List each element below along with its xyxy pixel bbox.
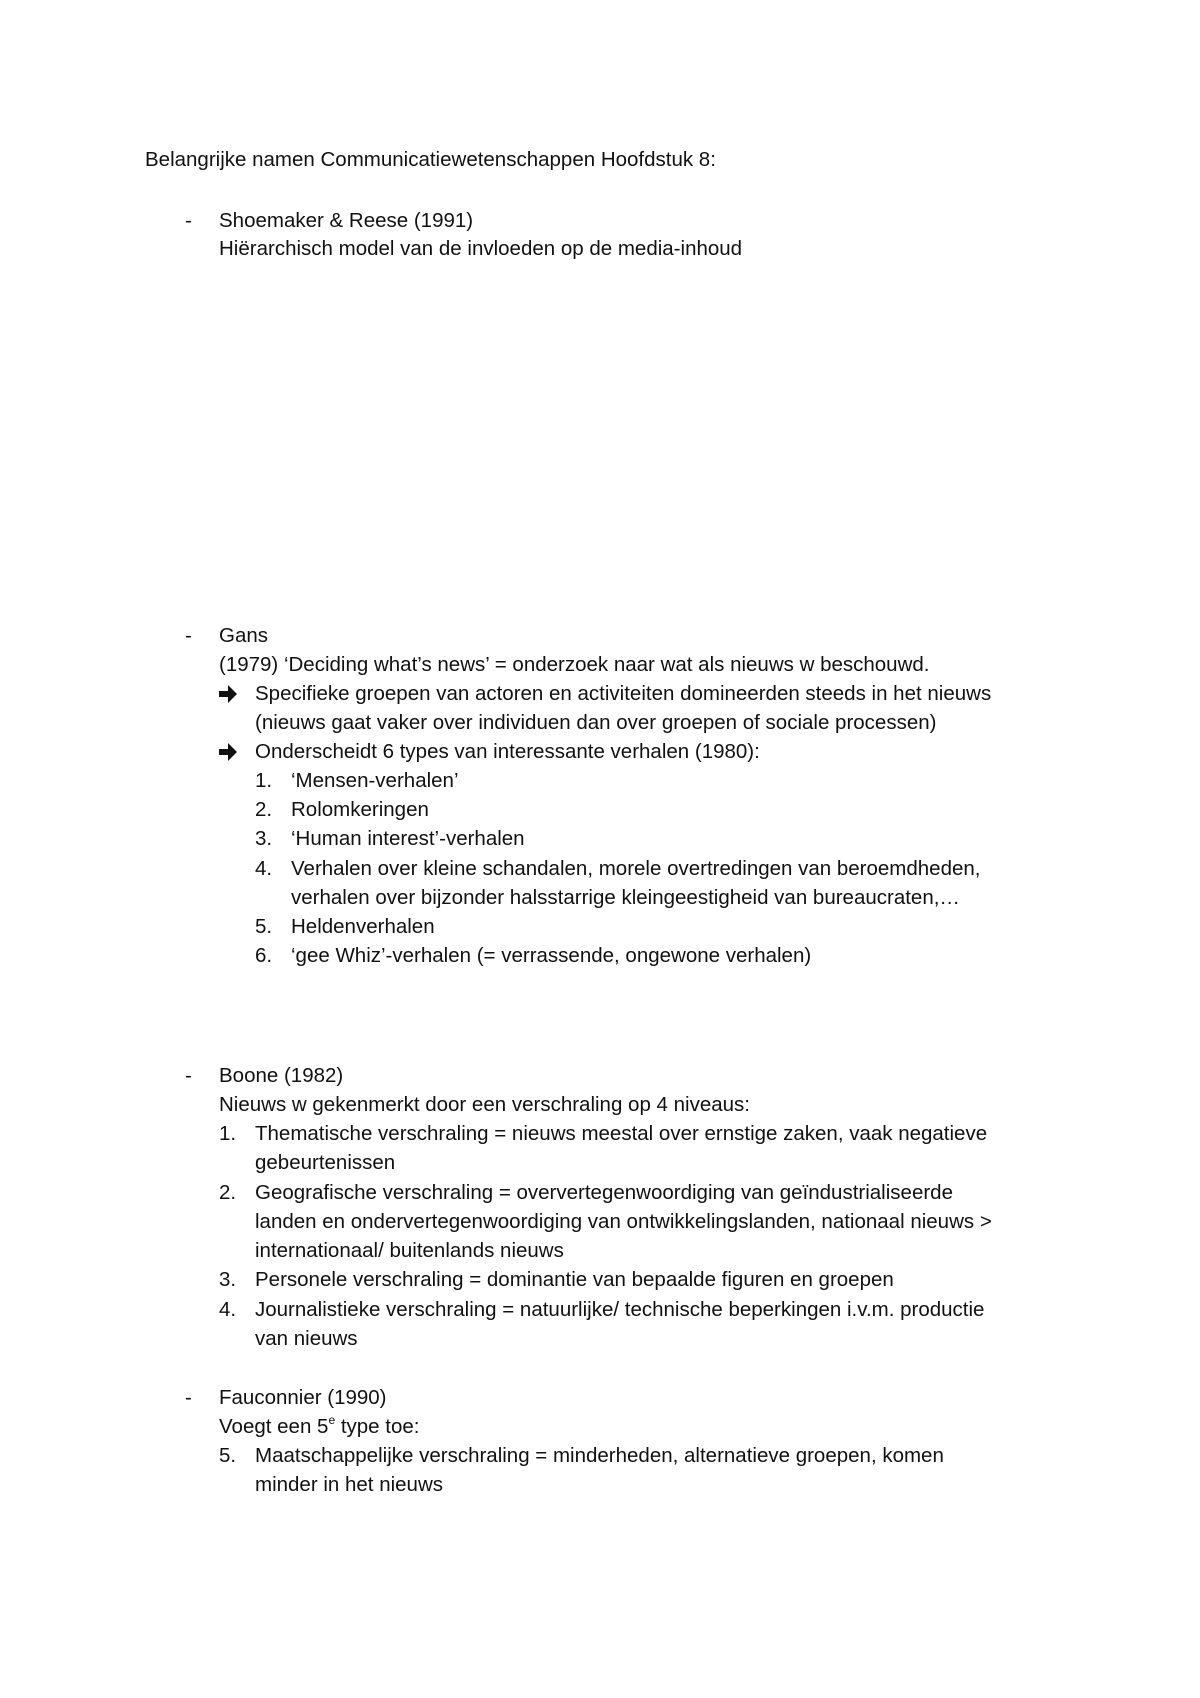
boone-list-item: Thematische verschraling = nieuws meestal over ernstige zaken, vaak negatieve	[255, 1122, 988, 1145]
list-number: 3.	[219, 1268, 237, 1291]
list-number: 5.	[255, 915, 273, 938]
fauconnier-intro-post: type toe:	[335, 1415, 420, 1438]
fauconnier-intro-pre: Voegt een 5	[219, 1415, 329, 1438]
fauconnier-name: Fauconnier (1990)	[219, 1386, 387, 1409]
gans-list-item: ‘gee Whiz’-verhalen (= verrassende, ongewone verhalen)	[291, 944, 812, 967]
gans-arrow1-line1: Specifieke groepen van actoren en activiteiten domineerden steeds in het nieuws	[255, 682, 992, 705]
bullet-dash: -	[185, 624, 192, 647]
boone-name: Boone (1982)	[219, 1064, 344, 1087]
bullet-dash: -	[185, 1386, 192, 1409]
gans-list-item: ‘Human interest’-verhalen	[291, 827, 525, 850]
list-number: 1.	[255, 769, 273, 792]
boone-list-item-cont: gebeurtenissen	[255, 1151, 396, 1174]
bullet-dash: -	[185, 1064, 192, 1087]
gans-name: Gans	[219, 624, 268, 647]
gans-line1: (1979) ‘Deciding what’s news’ = onderzoek naar wat als nieuws w beschouwd.	[219, 653, 930, 676]
boone-list-item: Geografische verschraling = oververtegenwoordiging van geïndustrialiseerde	[255, 1181, 953, 1204]
shoemaker-desc: Hiërarchisch model van de invloeden op de media-inhoud	[219, 237, 743, 260]
list-number: 6.	[255, 944, 273, 967]
arrow-right-icon	[217, 738, 239, 766]
gans-list-item: Verhalen over kleine schandalen, morele overtredingen van beroemdheden,	[291, 857, 981, 880]
list-number: 2.	[255, 798, 273, 821]
arrow-right-icon	[217, 680, 239, 708]
boone-list-item-cont: landen en ondervertegenwoordiging van ontwikkelingslanden, nationaal nieuws >	[255, 1210, 992, 1233]
fauconnier-intro	[219, 1413, 419, 1441]
list-number: 4.	[255, 857, 273, 880]
boone-list-item-cont: van nieuws	[255, 1327, 358, 1350]
list-number: 5.	[219, 1444, 237, 1467]
boone-list-item: Journalistieke verschraling = natuurlijke/ technische beperkingen i.v.m. productie	[255, 1298, 985, 1321]
list-number: 2.	[219, 1181, 237, 1204]
list-number: 4.	[219, 1298, 237, 1321]
fauconnier-list-item: Maatschappelijke verschraling = minderheden, alternatieve groepen, komen	[255, 1444, 944, 1467]
document-title: Belangrijke namen Communicatiewetenschappen Hoofdstuk 8:	[145, 148, 716, 171]
gans-list-item-cont: verhalen over bijzonder halsstarrige kleingeestigheid van bureaucraten,…	[291, 886, 960, 909]
gans-list-item: Heldenverhalen	[291, 915, 435, 938]
list-number: 3.	[255, 827, 273, 850]
fauconnier-list-item-cont: minder in het nieuws	[255, 1473, 444, 1496]
boone-list-item-cont: internationaal/ buitenlands nieuws	[255, 1239, 564, 1262]
fauconnier-intro-sup: e	[328, 1413, 336, 1428]
boone-list-item: Personele verschraling = dominantie van bepaalde figuren en groepen	[255, 1268, 894, 1291]
gans-arrow2: Onderscheidt 6 types van interessante verhalen (1980):	[255, 740, 760, 763]
shoemaker-name: Shoemaker & Reese (1991)	[219, 209, 474, 232]
gans-list-item: Rolomkeringen	[291, 798, 429, 821]
list-number: 1.	[219, 1122, 237, 1145]
bullet-dash: -	[185, 209, 192, 232]
gans-list-item: ‘Mensen-verhalen’	[291, 769, 459, 792]
boone-intro: Nieuws w gekenmerkt door een verschraling op 4 niveaus:	[219, 1093, 750, 1116]
gans-arrow1-line2: (nieuws gaat vaker over individuen dan over groepen of sociale processen)	[255, 711, 937, 734]
